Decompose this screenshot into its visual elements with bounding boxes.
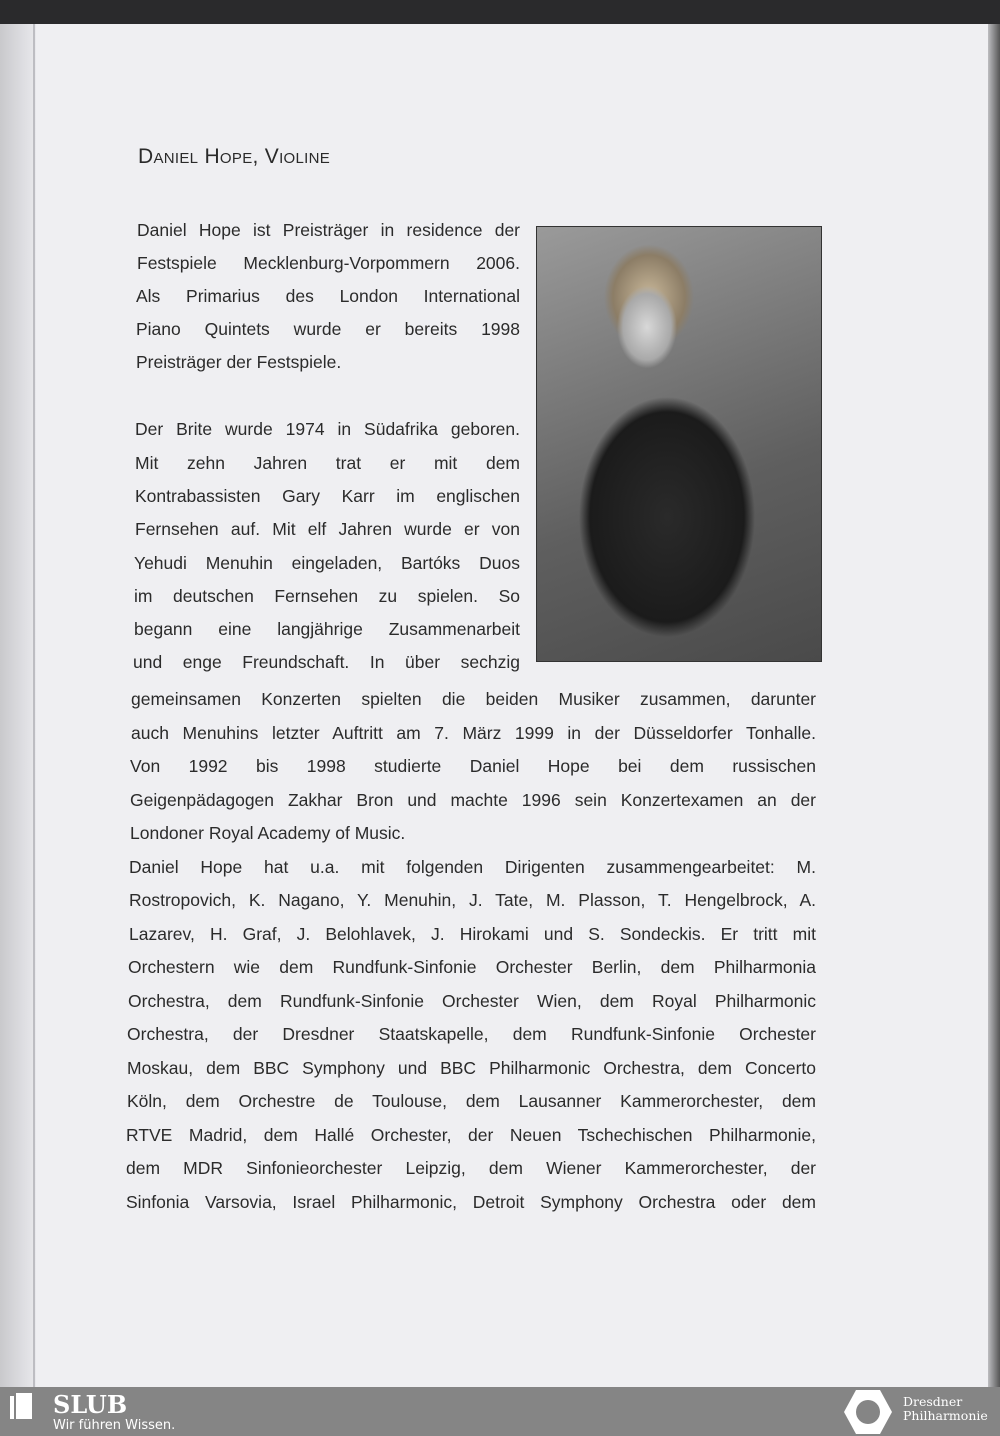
- text-line: Sinfonia Varsovia, Israel Philharmonic, Detroit Symphony Orchestra oder dem: [126, 1191, 816, 1212]
- text-line: im deutschen Fernsehen zu spielen. So: [134, 586, 520, 606]
- philharmonie-logo-icon: [843, 1389, 893, 1435]
- text-line: Orchestra, dem Rundfunk-Sinfonie Orchester Wien, dem Royal Philharmonic: [128, 990, 816, 1011]
- page-gutter: [0, 24, 36, 1387]
- slub-tagline: Wir führen Wissen.: [53, 1418, 176, 1433]
- slub-logo: SLUB: [53, 1390, 128, 1419]
- footer-bar: [0, 1387, 1000, 1436]
- partner-line1: Dresdner: [903, 1394, 963, 1409]
- text-line: Daniel Hope hat u.a. mit folgenden Dirigenten zusammengearbeitet: M.: [129, 856, 816, 877]
- portrait-photo: [536, 226, 822, 662]
- text-line: Köln, dem Orchestre de Toulouse, dem Lausanner Kammerorchester, dem: [127, 1091, 816, 1111]
- text-line: Piano Quintets wurde er bereits 1998: [136, 319, 520, 339]
- page-title: Daniel Hope, Violine: [138, 145, 331, 168]
- text-line: Fernsehen auf. Mit elf Jahren wurde er von: [135, 519, 520, 539]
- text-line: gemeinsamen Konzerten spielten die beiden Musiker zusammen, darunter: [131, 689, 816, 709]
- page-edge: [988, 24, 1000, 1387]
- text-line: Rostropovich, K. Nagano, Y. Menuhin, J. Tate, M. Plasson, T. Hengelbrock, A.: [129, 890, 816, 910]
- text-line: Geigenpädagogen Zakhar Bron und machte 1996 sein Konzertexamen an der: [130, 789, 816, 810]
- text-line: Orchestern wie dem Rundfunk-Sinfonie Orchester Berlin, dem Philharmonia: [128, 957, 816, 977]
- text-line: Moskau, dem BBC Symphony und BBC Philharmonic Orchestra, dem Concerto: [127, 1057, 816, 1078]
- text-line: dem MDR Sinfonieorchester Leipzig, dem Wiener Kammerorchester, der: [126, 1158, 816, 1178]
- text-line: Yehudi Menuhin eingeladen, Bartóks Duos: [134, 553, 520, 573]
- partner-name: [903, 1395, 988, 1423]
- text-line: Festspiele Mecklenburg-Vorpommern 2006.: [137, 253, 520, 273]
- text-line: Mit zehn Jahren trat er mit dem: [135, 453, 520, 473]
- text-line: RTVE Madrid, dem Hallé Orchester, der Neuen Tschechischen Philharmonie,: [126, 1124, 816, 1145]
- text-line: begann eine langjährige Zusammenarbeit: [134, 619, 520, 639]
- text-line: Lazarev, H. Graf, J. Belohlavek, J. Hirokami und S. Sondeckis. Er tritt mit: [129, 923, 816, 944]
- text-line: Der Brite wurde 1974 in Südafrika geboren.: [135, 419, 520, 439]
- text-line: und enge Freundschaft. In über sechzig: [133, 652, 520, 672]
- text-line: Preisträger der Festspiele.: [136, 352, 342, 372]
- text-line: Orchestra, der Dresdner Staatskapelle, dem Rundfunk-Sinfonie Orchester: [127, 1024, 816, 1044]
- text-line: Als Primarius des London International: [136, 286, 520, 306]
- text-line: Londoner Royal Academy of Music.: [130, 823, 406, 843]
- text-line: Daniel Hope ist Preisträger in residence der: [137, 220, 520, 240]
- text-line: auch Menuhins letzter Auftritt am 7. März 1999 in der Düsseldorfer Tonhalle.: [131, 722, 816, 743]
- text-line: Von 1992 bis 1998 studierte Daniel Hope bei dem russischen: [130, 756, 816, 776]
- book-icon: [10, 1393, 32, 1419]
- partner-line2: Philharmonie: [903, 1408, 988, 1423]
- gutter-divider: [33, 24, 35, 1387]
- text-line: Kontrabassisten Gary Karr im englischen: [135, 486, 520, 506]
